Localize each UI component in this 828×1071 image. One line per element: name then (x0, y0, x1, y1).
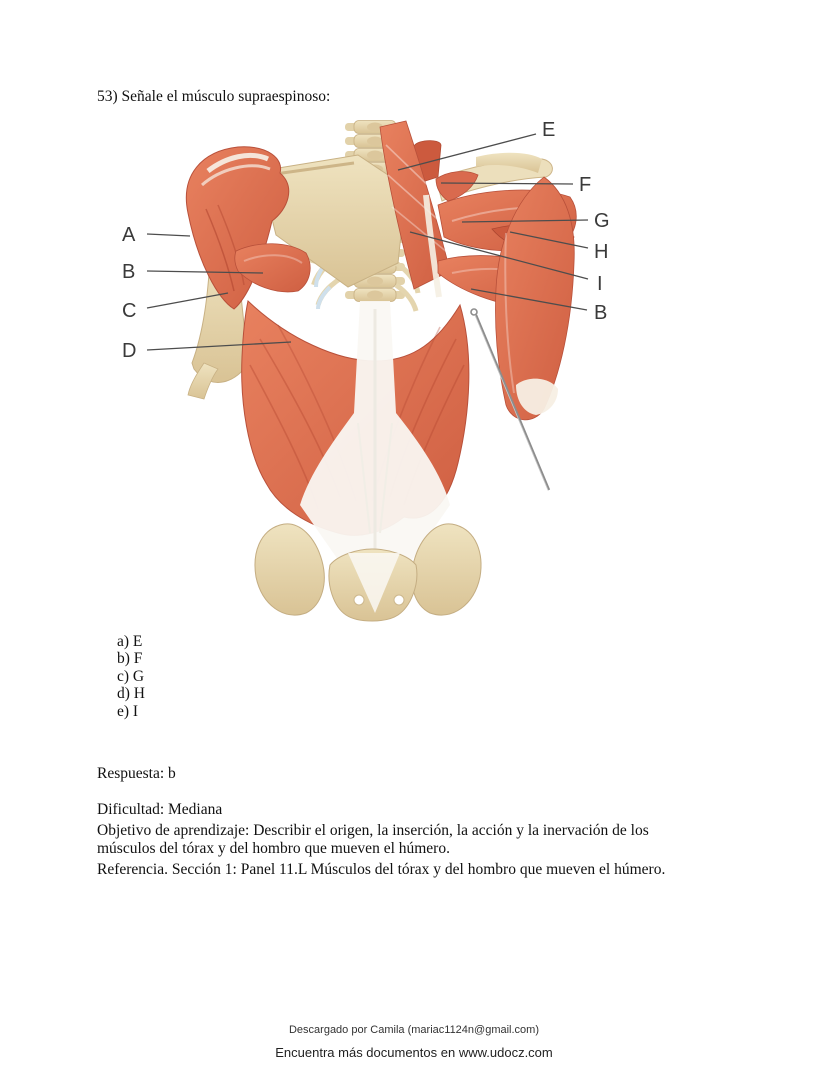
difficulty-line: Dificultad: Mediana (97, 801, 223, 818)
figure-label-d: D (122, 340, 137, 362)
figure-label-c: C (122, 300, 137, 322)
figure-label-a: A (122, 224, 136, 246)
figure-label-f: F (579, 174, 592, 196)
figure-label-h: H (594, 241, 609, 263)
anatomy-illustration (108, 113, 623, 628)
learning-objective (97, 822, 697, 857)
objective-line-2: músculos del tórax y del hombro que mueven el húmero. (97, 839, 450, 857)
leader-line-a (147, 234, 190, 236)
reference-line: Referencia. Sección 1: Panel 11.L Músculos del tórax y del hombro que mueven el húmero. (97, 861, 666, 878)
anatomy-figure (108, 113, 623, 628)
figure-label-b-left: B (122, 261, 136, 283)
option-a: a) E (117, 633, 143, 650)
footer-downloaded-by: Descargado por Camila (mariac1124n@gmail.com) (288, 1024, 539, 1036)
figure-label-e: E (542, 119, 556, 141)
figure-label-i: I (597, 273, 603, 295)
figure-label-g: G (594, 210, 610, 232)
options-list (117, 633, 145, 720)
footer-udocz-link: Encuentra más documentos en www.udocz.com (275, 1045, 553, 1060)
question-title: 53) Señale el músculo supraespinoso: (97, 88, 331, 105)
option-b: b) F (117, 650, 143, 668)
answer-line: Respuesta: b (97, 765, 176, 782)
option-c: c) G (117, 667, 145, 685)
objective-line-1: Objetivo de aprendizaje: Describir el origen, la inserción, la acción y la inervación de los (97, 822, 649, 839)
figure-label-b-right: B (594, 302, 608, 324)
option-d: d) H (117, 685, 145, 703)
option-e: e) I (117, 702, 139, 720)
